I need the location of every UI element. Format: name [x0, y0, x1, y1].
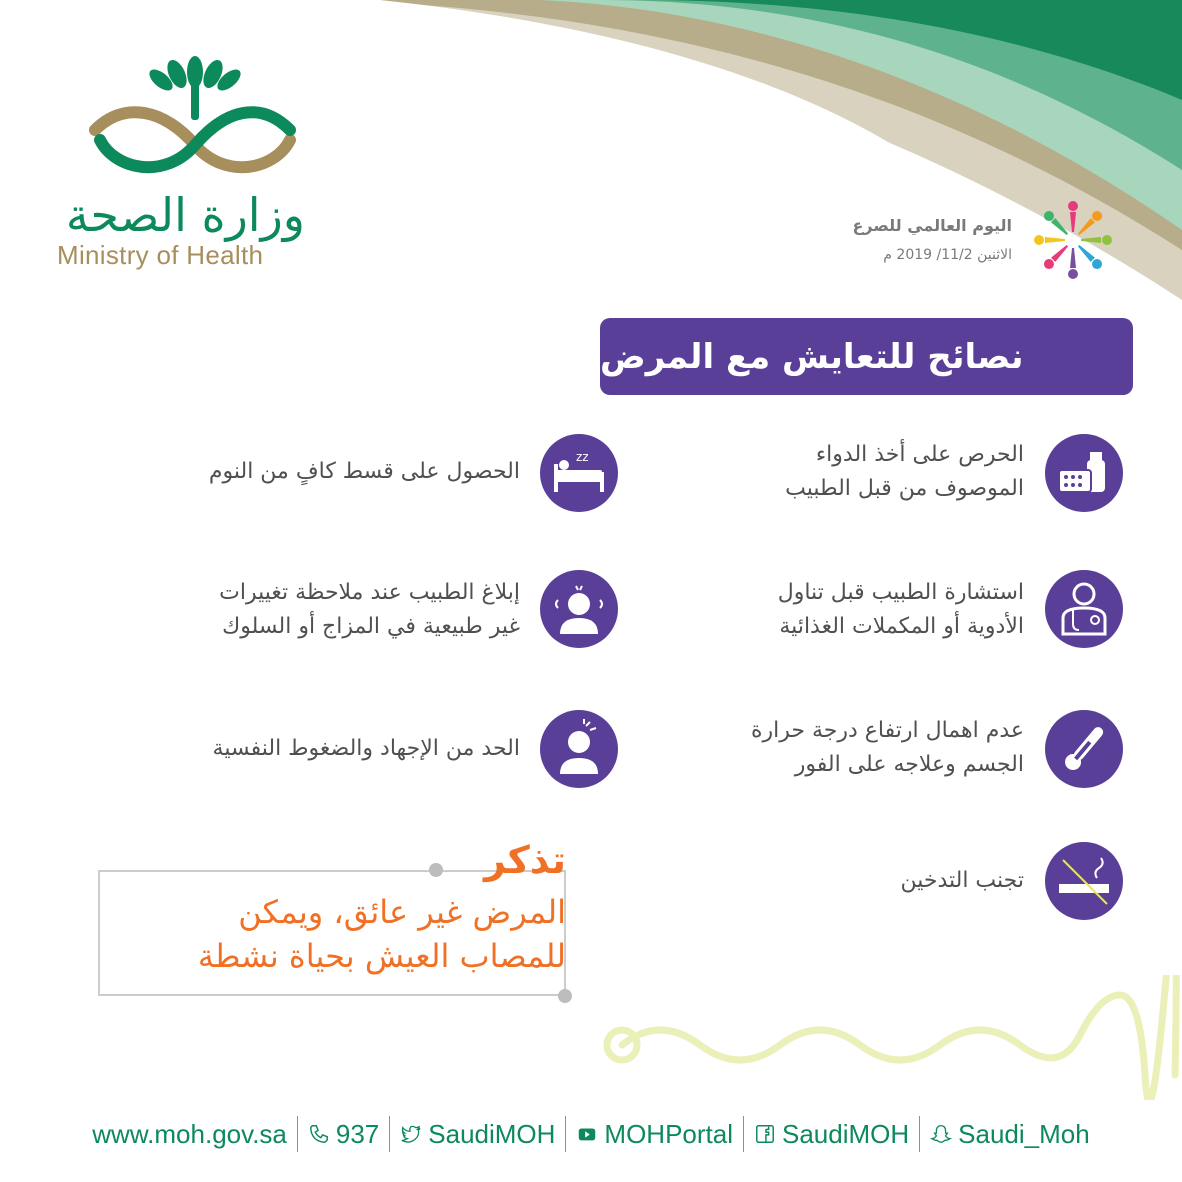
- svg-text:zz: zz: [576, 450, 589, 464]
- ministry-name-arabic: وزارة الصحة: [65, 188, 305, 242]
- report-tip-text: [219, 576, 520, 644]
- doctor-tip-icon: [1045, 570, 1123, 648]
- phone-icon: [308, 1123, 330, 1145]
- fever-tip-line-1: عدم اهمال ارتفاع درجة حرارة: [750, 718, 1024, 743]
- doctor-tip-line-2: الأدوية أو المكملات الغذائية: [779, 614, 1024, 639]
- sleep-tip-text: [209, 455, 520, 489]
- medicine-tip-line-2: الموصوف من قبل الطبيب: [785, 476, 1024, 501]
- fever-tip-text: [751, 714, 1024, 782]
- epilepsy-day-logo-icon: [1030, 197, 1116, 283]
- ministry-name-english: Ministry of Health: [57, 240, 264, 270]
- report-tip-icon: [540, 570, 618, 648]
- tips-banner: [600, 318, 1133, 395]
- footer-youtube[interactable]: [566, 1119, 743, 1150]
- snapchat-icon: [930, 1123, 952, 1145]
- remember-line-2: للمصاب العيش بحياة نشطة: [197, 937, 566, 975]
- facebook-icon: [754, 1123, 776, 1145]
- sleep-tip-line-1: الحصول على قسط كافٍ من النوم: [208, 459, 520, 484]
- medicine-tip-icon: [1045, 434, 1123, 512]
- smoking-tip-icon: [1045, 842, 1123, 920]
- medicine-bottle-icon: [1045, 434, 1123, 512]
- event-title: اليوم العالمي للصرع: [852, 216, 1012, 235]
- remember-line-1: المرض غير عائق، ويمكن: [238, 893, 566, 931]
- remember-body: [86, 890, 566, 978]
- stress-tip-text: [213, 732, 520, 766]
- remember-frame-dot-top: [429, 863, 443, 877]
- youtube-icon: [576, 1123, 598, 1145]
- twitter-icon: [400, 1123, 422, 1145]
- remember-title: تذكر: [484, 838, 566, 882]
- fever-tip-icon: [1045, 710, 1123, 788]
- doctor-tip-text: [778, 576, 1024, 644]
- website-link-text[interactable]: www.moh.gov.sa: [92, 1118, 287, 1149]
- medicine-tip-text: [785, 438, 1024, 506]
- banner-title: نصائح للتعايش مع المرض: [600, 336, 1024, 377]
- facebook-page[interactable]: SaudiMOH: [782, 1118, 910, 1149]
- report-tip-line-1: إبلاغ الطبيب عند ملاحظة تغييرات: [219, 580, 520, 605]
- medicine-tip-line-1: الحرص على أخذ الدواء: [815, 442, 1024, 467]
- footer-contact-bar: [0, 1112, 1182, 1156]
- palm-swords-emblem-icon: [85, 50, 305, 185]
- wave-decoration: [600, 975, 1182, 1100]
- stressed-person-icon: [540, 710, 618, 788]
- stress-tip-line-1: الحد من الإجهاد والضغوط النفسية: [212, 736, 520, 761]
- smoking-tip-line-1: تجنب التدخين: [900, 868, 1024, 893]
- phone-number[interactable]: 937: [335, 1118, 380, 1149]
- smoking-tip-text: [900, 864, 1024, 898]
- doctor-icon: [1045, 570, 1123, 648]
- footer-snapchat[interactable]: [920, 1119, 1100, 1150]
- fever-tip-line-2: الجسم وعلاجه على الفور: [794, 752, 1024, 777]
- doctor-tip-line-1: استشارة الطبيب قبل تناول: [777, 580, 1024, 605]
- footer-facebook[interactable]: [744, 1119, 919, 1150]
- remember-frame-dot-bottom: [558, 989, 572, 1003]
- footer-phone[interactable]: [298, 1119, 389, 1150]
- stress-tip-icon: [540, 710, 618, 788]
- snapchat-handle[interactable]: Saudi_Moh: [958, 1118, 1090, 1149]
- headache-person-icon: [540, 570, 618, 648]
- footer-website[interactable]: [82, 1119, 297, 1150]
- report-tip-line-2: غير طبيعية في المزاج أو السلوك: [222, 614, 520, 639]
- thermometer-icon: [1045, 710, 1123, 788]
- sleep-tip-icon: [540, 434, 618, 512]
- no-smoking-icon: [1045, 842, 1123, 920]
- ministry-logo: [55, 50, 315, 280]
- event-date: الاثنين 11/2/ 2019 م: [883, 247, 1012, 263]
- footer-twitter[interactable]: [390, 1119, 565, 1150]
- youtube-channel[interactable]: MOHPortal: [604, 1118, 733, 1149]
- bed-sleep-icon: [540, 434, 618, 512]
- twitter-handle[interactable]: SaudiMOH: [428, 1118, 556, 1149]
